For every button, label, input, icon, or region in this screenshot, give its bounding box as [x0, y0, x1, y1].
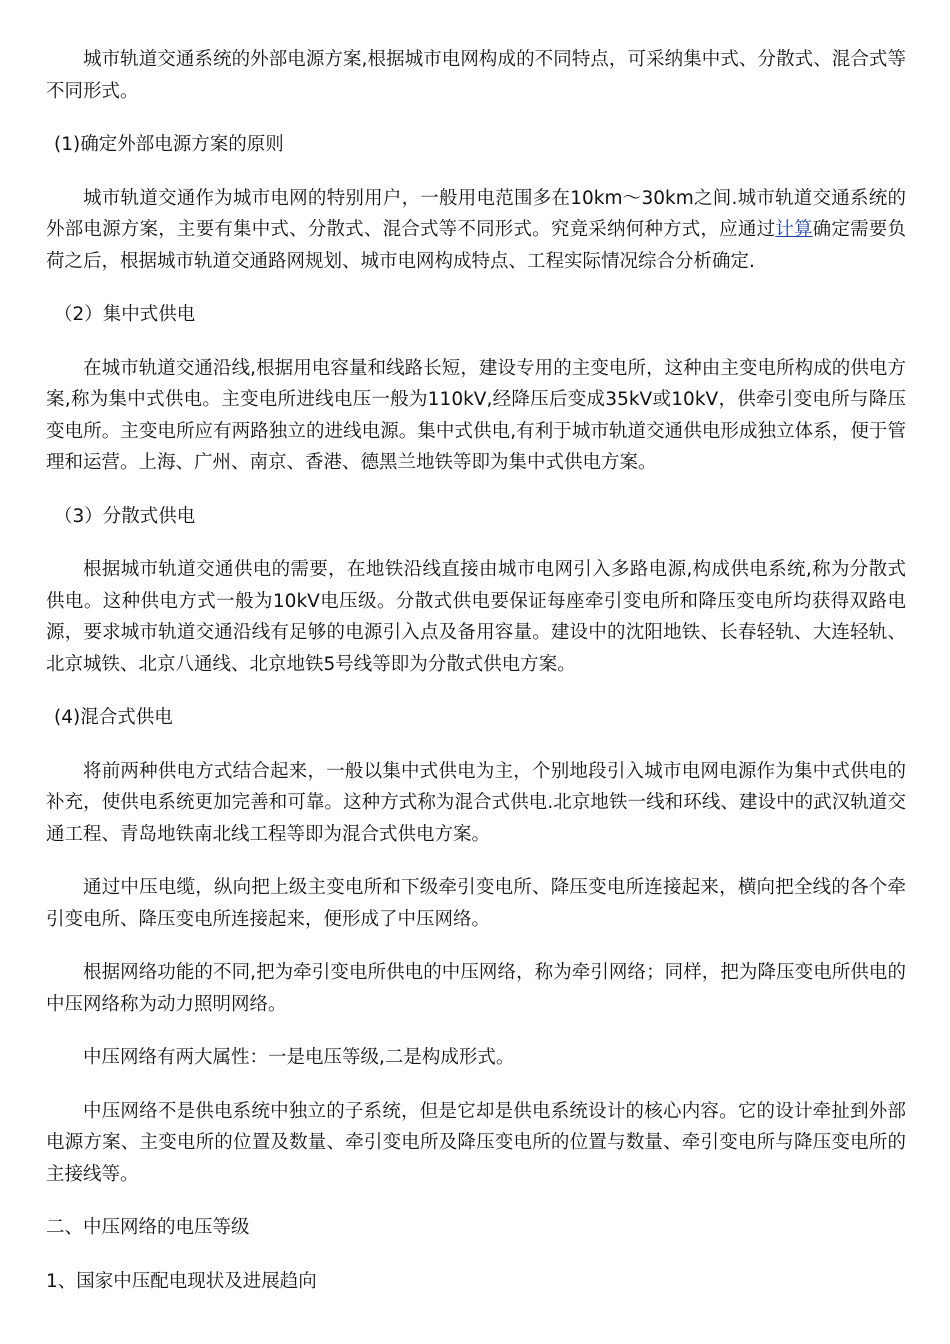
heading-distributed: （3）分散式供电 [54, 505, 196, 527]
calculation-link[interactable]: 计算 [775, 219, 813, 240]
heading-principles: (1)确定外部电源方案的原则 [54, 134, 284, 155]
paragraph-intro: 城市轨道交通系统的外部电源方案,根据城市电网构成的不同特点，可采纳集中式、分散式、混合式等不同形式。 [46, 49, 906, 102]
heading-mixed: (4)混合式供电 [54, 707, 173, 728]
paragraph-network-functions: 根据网络功能的不同,把为牵引变电所供电的中压网络，称为牵引网络；同样，把为降压变电所供电的中压网络称为动力照明网络。 [46, 962, 906, 1015]
paragraph-mixed: 将前两种供电方式结合起来，一般以集中式供电为主，个别地段引入城市电网电源作为集中式供电的补充，使供电系统更加完善和可靠。这种方式称为混合式供电.北京地铁一线和环线、建设中的武汉轨道交通工程、青岛地铁南北线工程等即为混合式供电方案。 [46, 760, 906, 845]
subsection-heading-distribution-status: 1、国家中压配电现状及进展趋向 [46, 1270, 317, 1292]
paragraph-principles [46, 183, 906, 278]
paragraph-principles-text-a: 城市轨道交通作为城市电网的特别用户，一般用电范围多在10km～30km之间.城市轨道交通系统的外部电源方案，主要有集中式、分散式、混合式等不同形式。究竟采纳何种方式，应通过 [46, 187, 906, 240]
paragraph-network-core: 中压网络不是供电系统中独立的子系统，但是它却是供电系统设计的核心内容。它的设计牵扯到外部电源方案、主变电所的位置及数量、牵引变电所及降压变电所的位置与数量、牵引变电所与降压变电所的主接线等。 [46, 1100, 906, 1185]
paragraph-centralized: 在城市轨道交通沿线,根据用电容量和线路长短，建设专用的主变电所，这种由主变电所构成的供电方案,称为集中式供电。主变电所进线电压一般为110kV,经降压后变成35kV或10kV，供牵引变电所与降压变电所。主变电所应有两路独立的进线电源。集中式供电,有利于城市轨道交通供电形成独立体系，便于管理和运营。上海、广州、南京、香港、德黑兰地铁等即为集中式供电方案。 [46, 357, 906, 473]
heading-centralized: （2）集中式供电 [54, 304, 196, 325]
paragraph-medium-voltage-network: 通过中压电缆，纵向把上级主变电所和下级牵引变电所、降压变电所连接起来，横向把全线的各个牵引变电所、降压变电所连接起来，便形成了中压网络。 [46, 877, 906, 930]
document-page [46, 44, 906, 1297]
paragraph-network-attributes: 中压网络有两大属性：一是电压等级,二是构成形式。 [83, 1047, 515, 1068]
paragraph-distributed: 根据城市轨道交通供电的需要，在地铁沿线直接由城市电网引入多路电源,构成供电系统,称为分散式供电。这种供电方式一般为10kV电压级。分散式供电要保证每座牵引变电所和降压变电所均获得双路电源，要求城市轨道交通沿线有足够的电源引入点及备用容量。建设中的沈阳地铁、长春轻轨、大连轻轨、北京城铁、北京八通线、北京地铁5号线等即为分散式供电方案。 [46, 559, 906, 675]
section-heading-voltage-levels: 二、中压网络的电压等级 [46, 1217, 250, 1238]
paragraph-principles-text-b: 确定需要负荷之后，根据城市轨道交通路网规划、城市电网构成特点、工程实际情况综合分析确定. [46, 219, 906, 272]
